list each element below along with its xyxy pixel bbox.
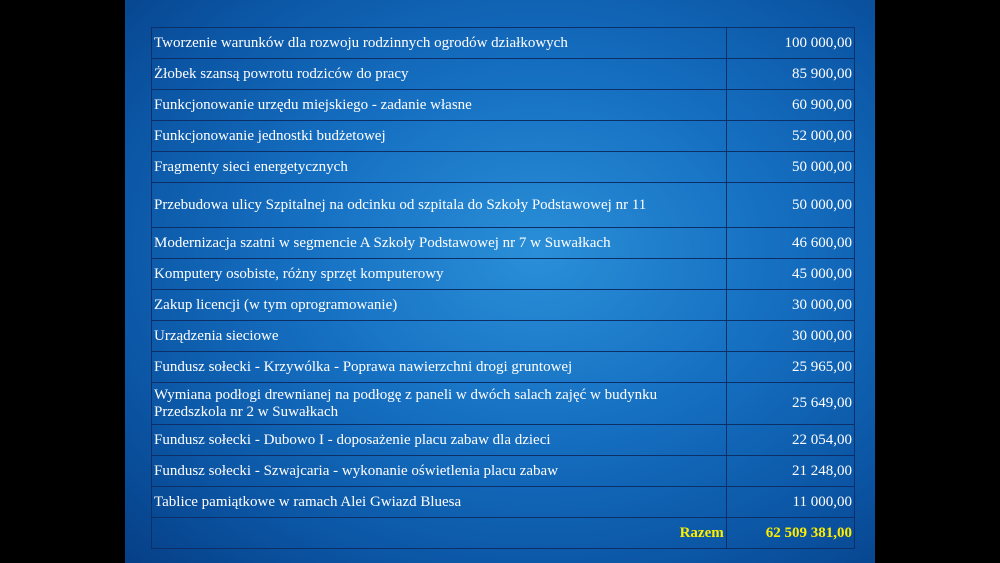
row-description: Modernizacja szatni w segmencie A Szkoły Podstawowej nr 7 w Suwałkach <box>152 228 727 259</box>
row-amount: 25 965,00 <box>726 352 854 383</box>
total-label: Razem <box>152 518 727 549</box>
table-row <box>152 28 855 59</box>
row-description: Fundusz sołecki - Dubowo I - doposażenie placu zabaw dla dzieci <box>152 425 727 456</box>
table-row <box>152 152 855 183</box>
table-row <box>152 228 855 259</box>
table-row <box>152 290 855 321</box>
row-amount: 21 248,00 <box>726 456 854 487</box>
row-description: Tworzenie warunków dla rozwoju rodzinnych ogrodów działkowych <box>152 28 727 59</box>
table-row <box>152 121 855 152</box>
row-amount: 22 054,00 <box>726 425 854 456</box>
table-row <box>152 425 855 456</box>
row-description: Funkcjonowanie jednostki budżetowej <box>152 121 727 152</box>
row-description: Fundusz sołecki - Krzywólka - Poprawa nawierzchni drogi gruntowej <box>152 352 727 383</box>
row-description: Komputery osobiste, różny sprzęt komputerowy <box>152 259 727 290</box>
table-row <box>152 321 855 352</box>
row-amount: 100 000,00 <box>726 28 854 59</box>
row-amount: 45 000,00 <box>726 259 854 290</box>
budget-table <box>151 27 855 549</box>
row-amount: 30 000,00 <box>726 321 854 352</box>
total-amount: 62 509 381,00 <box>726 518 854 549</box>
total-row <box>152 518 855 549</box>
row-description: Tablice pamiątkowe w ramach Alei Gwiazd Bluesa <box>152 487 727 518</box>
slide <box>125 0 875 563</box>
row-description: Urządzenia sieciowe <box>152 321 727 352</box>
row-description: Fundusz sołecki - Szwajcaria - wykonanie oświetlenia placu zabaw <box>152 456 727 487</box>
row-amount: 60 900,00 <box>726 90 854 121</box>
row-description: Zakup licencji (w tym oprogramowanie) <box>152 290 727 321</box>
row-description: Fragmenty sieci energetycznych <box>152 152 727 183</box>
row-description: Przebudowa ulicy Szpitalnej na odcinku od szpitala do Szkoły Podstawowej nr 11 <box>152 183 727 228</box>
row-description: Funkcjonowanie urzędu miejskiego - zadanie własne <box>152 90 727 121</box>
row-amount: 25 649,00 <box>726 383 854 425</box>
row-amount: 85 900,00 <box>726 59 854 90</box>
row-amount: 52 000,00 <box>726 121 854 152</box>
table-row <box>152 487 855 518</box>
table-row <box>152 183 855 228</box>
table-row <box>152 352 855 383</box>
table-row <box>152 456 855 487</box>
table-row <box>152 90 855 121</box>
row-amount: 30 000,00 <box>726 290 854 321</box>
row-description: Wymiana podłogi drewnianej na podłogę z paneli w dwóch salach zajęć w budynku Przedszkola nr 2 w Suwałkach <box>152 383 727 425</box>
budget-table-body <box>152 28 855 549</box>
row-amount: 50 000,00 <box>726 152 854 183</box>
table-row <box>152 259 855 290</box>
row-description: Żłobek szansą powrotu rodziców do pracy <box>152 59 727 90</box>
row-amount: 46 600,00 <box>726 228 854 259</box>
row-amount: 50 000,00 <box>726 183 854 228</box>
row-amount: 11 000,00 <box>726 487 854 518</box>
table-row <box>152 383 855 425</box>
table-row <box>152 59 855 90</box>
